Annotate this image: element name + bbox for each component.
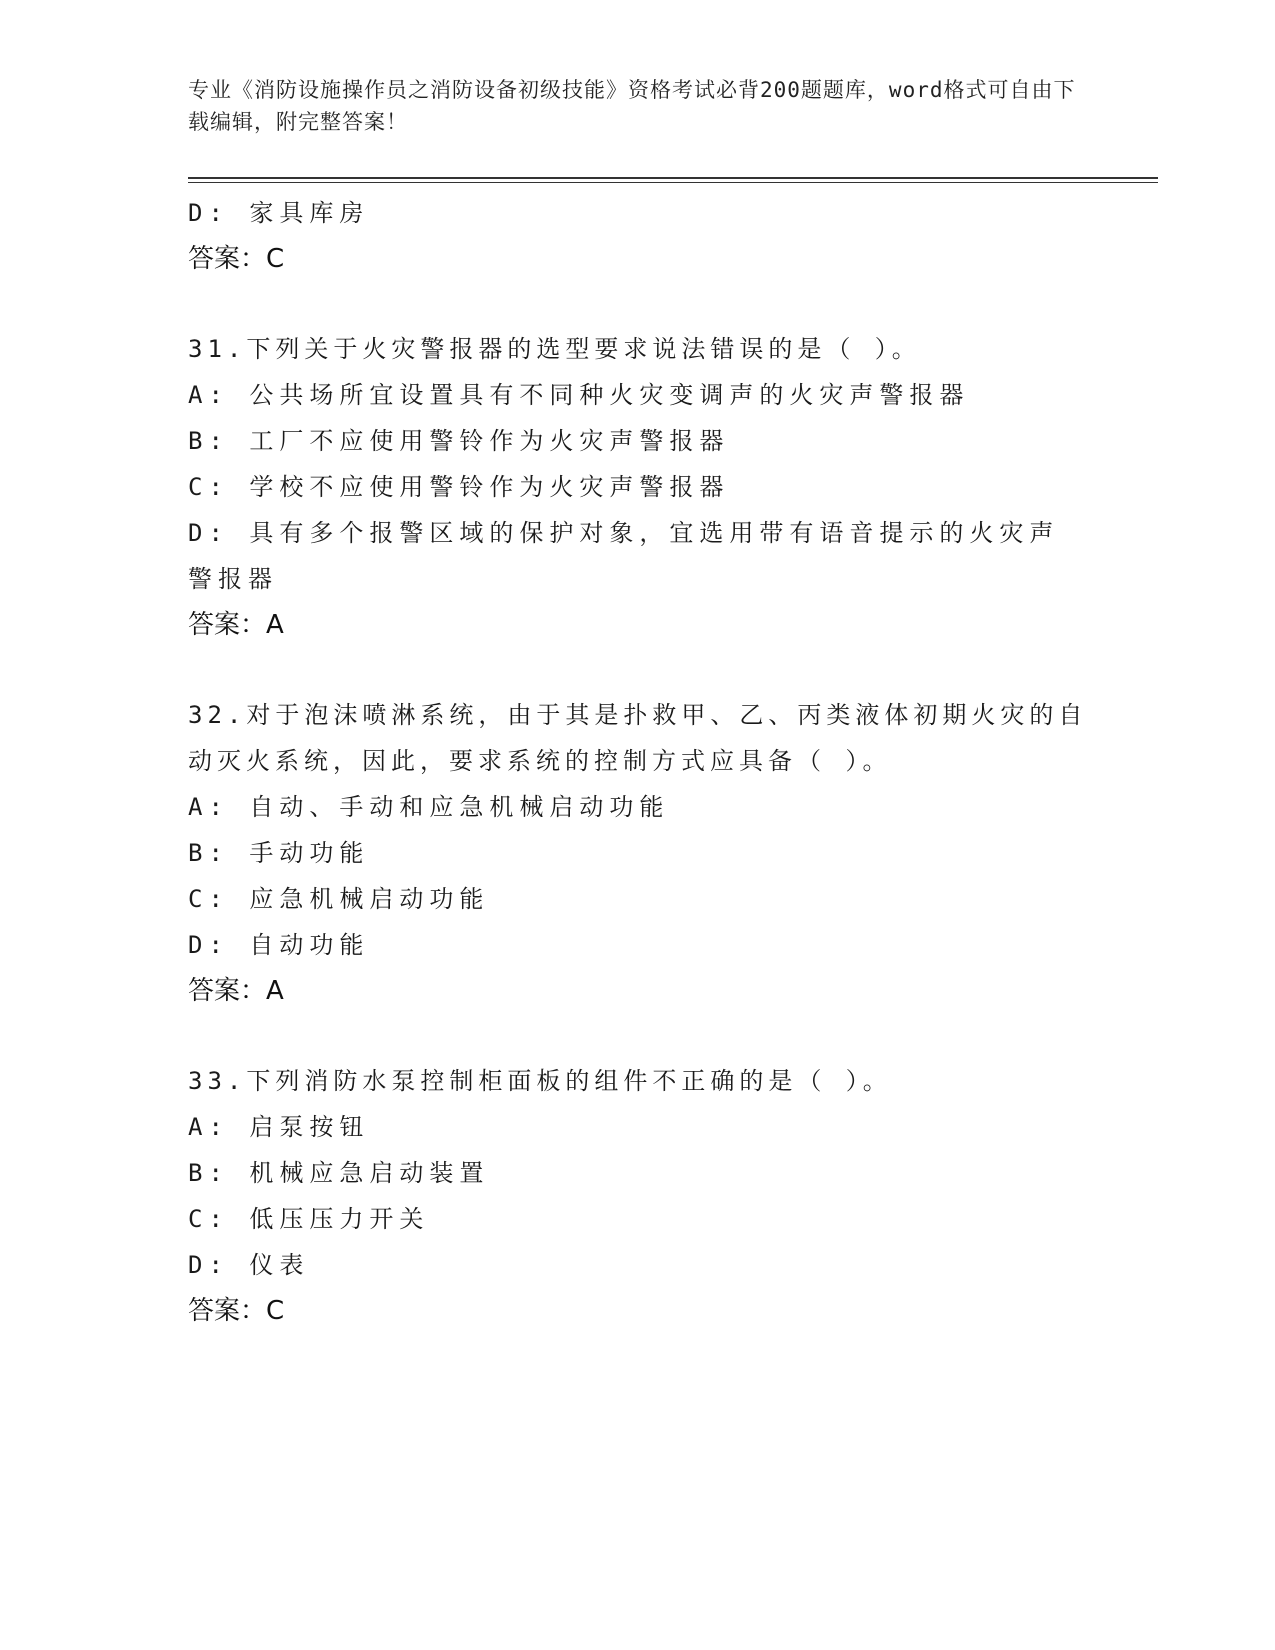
question-32 [188, 692, 1088, 1014]
option-a: A: 公共场所宜设置具有不同种火灾变调声的火灾声警报器 [188, 381, 970, 409]
answer-line: 答案：C [188, 1296, 285, 1326]
question-stem: 31.下列关于火灾警报器的选型要求说法错误的是（ ）。 [188, 335, 921, 363]
option-c: C: 低压压力开关 [188, 1205, 430, 1233]
spacer [188, 282, 1088, 326]
option-b: B: 机械应急启动装置 [188, 1159, 490, 1187]
spacer [188, 648, 1088, 692]
option-d: D: 具有多个报警区域的保护对象，宜选用带有语音提示的火灾声警报器 [188, 519, 1060, 593]
option-d: D: 自动功能 [188, 931, 370, 959]
option-b: B: 工厂不应使用警铃作为火灾声警报器 [188, 427, 730, 455]
option-c: C: 学校不应使用警铃作为火灾声警报器 [188, 473, 730, 501]
previous-question-tail [188, 190, 1088, 282]
option-d: D: 仪表 [188, 1251, 310, 1279]
option-a: A: 自动、手动和应急机械启动功能 [188, 793, 670, 821]
question-stem: 33.下列消防水泵控制柜面板的组件不正确的是（ ）。 [188, 1067, 892, 1095]
answer-line: 答案：A [188, 610, 284, 640]
option-d: D: 家具库房 [188, 199, 370, 227]
answer-line: 答案：A [188, 976, 284, 1006]
option-c: C: 应急机械启动功能 [188, 885, 490, 913]
page-header: 专业《消防设施操作员之消防设备初级技能》资格考试必背200题题库，word格式可自由下载编辑，附完整答案！ [188, 78, 1076, 134]
header-divider-thick [188, 177, 1158, 179]
spacer [188, 1014, 1088, 1058]
option-b: B: 手动功能 [188, 839, 370, 867]
question-stem: 32.对于泡沫喷淋系统，由于其是扑救甲、乙、丙类液体初期火灾的自动灭火系统，因此，要求系统的控制方式应具备（ ）。 [188, 701, 1088, 775]
answer-line: 答案：C [188, 244, 285, 274]
option-a: A: 启泵按钮 [188, 1113, 370, 1141]
header-divider-thin [188, 182, 1158, 183]
question-list [188, 190, 1088, 1334]
question-33 [188, 1058, 1088, 1334]
question-31 [188, 326, 1088, 648]
